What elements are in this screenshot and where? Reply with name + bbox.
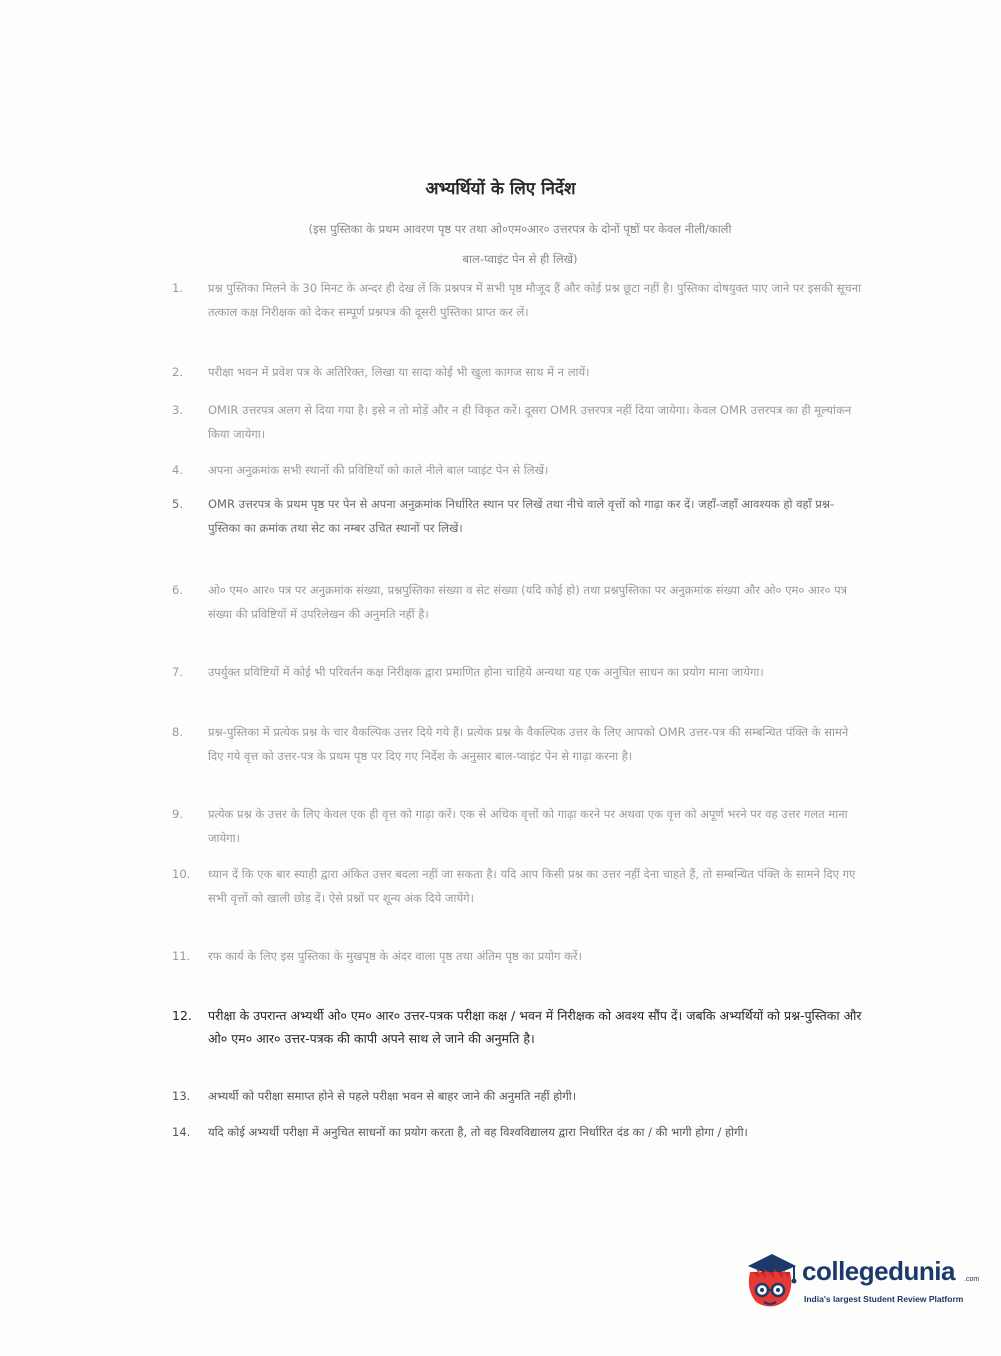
instruction-number: 12. xyxy=(172,1008,192,1023)
student-mascot-icon xyxy=(742,1250,798,1312)
instruction-item-3 xyxy=(172,398,862,446)
instruction-text: यदि कोई अभ्यर्थी परीक्षा में अनुचित साधनों का प्रयोग करता है, तो वह विश्वविद्यालय द्वारा निर्धारित दंड का / की भागी होगा / होगी। xyxy=(208,1125,748,1139)
instruction-item-7 xyxy=(172,660,862,684)
instruction-number: 9. xyxy=(172,807,183,821)
instruction-item-12 xyxy=(172,1004,862,1050)
instruction-number: 4. xyxy=(172,463,183,477)
instruction-item-11 xyxy=(172,944,862,968)
instruction-item-1 xyxy=(172,276,862,324)
logo-tagline: India's largest Student Review Platform xyxy=(804,1294,964,1304)
instruction-number: 11. xyxy=(172,949,191,963)
instruction-item-13 xyxy=(172,1084,862,1108)
instruction-text: प्रश्न पुस्तिका मिलने के 30 मिनट के अन्दर ही देख लें कि प्रश्नपत्र में सभी पृष्ठ मौजूद हैं और कोई प्रश्न छूटा नहीं है। पुस्तिका दोषयुक्त पाए जाने पर इसकी सूचना तत्काल कक्ष निरीक्षक को देकर सम्पूर्ण प्रश्नपत्र की दूसरी पुस्तिका प्राप्त कर लें। xyxy=(208,281,862,319)
instruction-number: 2. xyxy=(172,365,183,379)
instruction-text: अपना अनुक्रमांक सभी स्थानों की प्रविष्टियाँ को काले नीले बाल प्वाइंट पेन से लिखें। xyxy=(208,463,549,477)
instruction-item-4 xyxy=(172,458,862,482)
logo-wordmark: collegedunia xyxy=(802,1256,955,1286)
instruction-text: ध्यान दें कि एक बार स्याही द्वारा अंकित उत्तर बदला नहीं जा सकता है। यदि आप किसी प्रश्न का उत्तर नहीं देना चाहते हैं, तो सम्बन्धित पंक्ति के सामने दिए गए सभी वृत्तों को खाली छोड़ दें। ऐसे प्रश्नों पर शून्य अंक दिये जायेंगे। xyxy=(208,867,856,905)
instruction-text: उपर्युक्त प्रविष्टियों में कोई भी परिवर्तन कक्ष निरीक्षक द्वारा प्रमाणित होना चाहिये अन्यथा यह एक अनुचित साधन का प्रयोग माना जायेगा। xyxy=(208,665,764,679)
document-subtitle xyxy=(190,214,850,274)
document-title: अभ्यर्थियों के लिए निर्देश xyxy=(425,179,576,199)
instruction-item-9 xyxy=(172,802,862,850)
instruction-number: 10. xyxy=(172,867,191,881)
instruction-number: 7. xyxy=(172,665,183,679)
instruction-text: OMIR उत्तरपत्र अलग से दिया गया है। इसे न तो मोड़ें और न ही विकृत करें। दूसरा OMR उत्तरपत्र नहीं दिया जायेगा। केवल OMR उत्तरपत्र का ही मूल्यांकन किया जायेगा। xyxy=(208,403,852,441)
instruction-number: 14. xyxy=(172,1125,191,1139)
instruction-number: 8. xyxy=(172,725,183,739)
collegedunia-logo xyxy=(742,1250,980,1312)
instruction-text: प्रत्येक प्रश्न के उत्तर के लिए केवल एक ही वृत्त को गाढ़ा करें। एक से अधिक वृत्तों को गाढ़ा करने पर अथवा एक वृत्त को अपूर्ण भरने पर वह उत्तर गलत माना जायेगा। xyxy=(208,807,848,845)
instruction-text: परीक्षा के उपरान्त अभ्यर्थी ओ० एम० आर० उत्तर-पत्रक परीक्षा कक्ष / भवन में निरीक्षक को अवश्य सौंप दें। जबकि अभ्यर्थियों को प्रश्न-पुस्तिका और ओ० एम० आर० उत्तर-पत्रक की कापी अपने साथ ले जाने की अनुमति है। xyxy=(208,1008,862,1046)
instruction-item-6 xyxy=(172,578,862,626)
instruction-number: 3. xyxy=(172,403,183,417)
logo-domain-suffix: .com xyxy=(964,1276,980,1283)
instruction-text: OMR उत्तरपत्र के प्रथम पृष्ठ पर पेन से अपना अनुक्रमांक निर्धारित स्थान पर लिखें तथा नीचे वाले वृत्तों को गाढ़ा कर दें। जहाँ-जहाँ आवश्यक हो वहाँ प्रश्न-पुस्तिका का क्रमांक तथा सेट का नम्बर उचित स्थानों पर लिखें। xyxy=(208,497,835,535)
subtitle-line-1: (इस पुस्तिका के प्रथम आवरण पृष्ठ पर तथा ओ०एम०आर० उत्तरपत्र के दोनों पृष्ठों पर केवल नीली/काली xyxy=(308,222,732,236)
instruction-text: परीक्षा भवन में प्रवेश पत्र के अतिरिक्त, लिखा या सादा कोई भी खुला कागज साथ में न लायें। xyxy=(208,365,590,379)
instruction-text: ओ० एम० आर० पत्र पर अनुक्रमांक संख्या, प्रश्नपुस्तिका संख्या व सेट संख्या (यदि कोई हो) तथा प्रश्नपुस्तिका पर अनुक्रमांक संख्या और ओ० एम० आर० पत्र संख्या की प्रविष्टियों में उपरिलेखन की अनुमति नहीं है। xyxy=(208,583,848,621)
instruction-item-8 xyxy=(172,720,862,768)
instruction-text: रफ कार्य के लिए इस पुस्तिका के मुखपृष्ठ के अंदर वाला पृष्ठ तथा अंतिम पृष्ठ का प्रयोग करें। xyxy=(208,949,582,963)
instruction-number: 6. xyxy=(172,583,183,597)
instruction-text: प्रश्न-पुस्तिका में प्रत्येक प्रश्न के चार वैकल्पिक उत्तर दिये गये हैं। प्रत्येक प्रश्न के वैकल्पिक उत्तर के लिए आपको OMR उत्तर-पत्र की सम्बन्धित पंक्ति के सामने दिए गये वृत्त को उत्तर-पत्र के प्रथम पृष्ठ पर दिए गए निर्देश के अनुसार बाल-प्वाइंट पेन से गाढ़ा करना है। xyxy=(208,725,849,763)
instruction-item-10 xyxy=(172,862,862,910)
instruction-number: 5. xyxy=(172,497,183,511)
instruction-text: अभ्यर्थी को परीक्षा समाप्त होने से पहले परीक्षा भवन से बाहर जाने की अनुमति नहीं होगी। xyxy=(208,1089,577,1103)
instruction-item-2 xyxy=(172,360,862,384)
subtitle-line-2: बाल-प्वाइंट पेन से ही लिखें) xyxy=(462,252,578,266)
instruction-number: 1. xyxy=(172,281,183,295)
instruction-item-5 xyxy=(172,492,862,540)
instruction-item-14 xyxy=(172,1120,862,1144)
instruction-number: 13. xyxy=(172,1089,191,1103)
